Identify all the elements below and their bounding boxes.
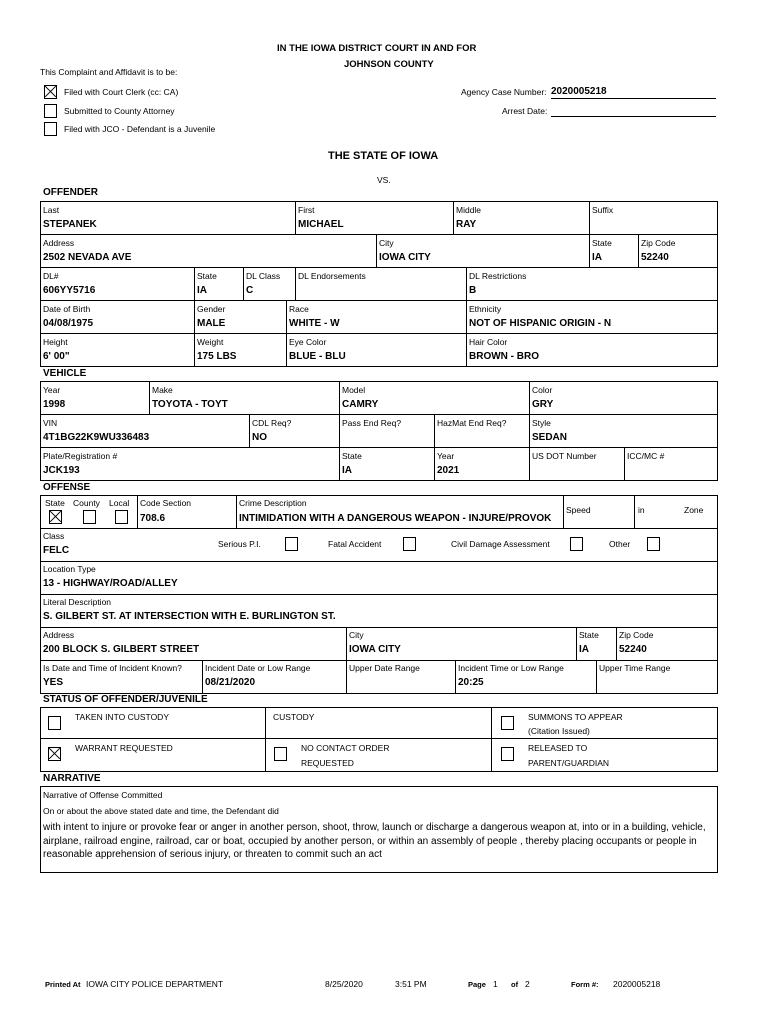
summons-checkbox[interactable] [501, 716, 514, 730]
vehicle-year-label: Year [43, 385, 61, 395]
form-number-value: 2020005218 [613, 979, 661, 989]
crime-description-label: Crime Description [239, 498, 307, 508]
no-contact-label: NO CONTACT ORDER [301, 743, 390, 753]
taken-custody-checkbox[interactable] [48, 716, 61, 730]
print-date: 8/25/2020 [325, 979, 363, 989]
serious-pi-label: Serious P.I. [218, 539, 261, 549]
dob-value: 04/08/1975 [43, 318, 94, 329]
agency-case-underline [551, 98, 716, 99]
incident-date-value: 08/21/2020 [205, 677, 256, 688]
gender-value: MALE [197, 318, 226, 329]
court-clerk-label: Filed with Court Clerk (cc: CA) [64, 87, 179, 97]
dob-label: Date of Birth [43, 304, 91, 314]
time-known-label: Is Date and Time of Incident Known? [43, 663, 182, 673]
dl-number-label: DL# [43, 271, 59, 281]
last-name-value: STEPANEK [43, 219, 97, 230]
county-attorney-checkbox[interactable] [44, 104, 57, 118]
dl-restrictions-value: B [469, 285, 477, 296]
offense-class-label: Class [43, 531, 65, 541]
icc-mc-label: ICC/MC # [627, 451, 665, 461]
versus-label: VS. [377, 175, 391, 185]
no-contact-checkbox[interactable] [274, 747, 287, 761]
printed-at-value: IOWA CITY POLICE DEPARTMENT [86, 979, 224, 989]
print-time: 3:51 PM [395, 979, 427, 989]
printed-at-label: Printed At [45, 980, 81, 989]
offender-zip-value: 52240 [641, 252, 669, 263]
code-section-label: Code Section [140, 498, 192, 508]
cdl-req-value: NO [252, 432, 267, 443]
offender-state-label: State [592, 238, 612, 248]
dl-state-value: IA [197, 285, 207, 296]
court-title-line1: IN THE IOWA DISTRICT COURT IN AND FOR [277, 43, 477, 54]
cdl-req-label: CDL Req? [252, 418, 292, 428]
vehicle-model-value: CAMRY [342, 399, 379, 410]
plate-year-label: Year [437, 451, 455, 461]
incident-date-label: Incident Date or Low Range [205, 663, 311, 673]
dl-class-value: C [246, 285, 254, 296]
offense-city-value: IOWA CITY [349, 644, 401, 655]
offender-address-label: Address [43, 238, 75, 248]
page-number: 1 [493, 979, 498, 989]
vehicle-style-value: SEDAN [532, 432, 568, 443]
plate-year-value: 2021 [437, 465, 460, 476]
vin-label: VIN [43, 418, 58, 428]
vin-value: 4T1BG22K9WU336483 [43, 432, 150, 443]
plate-state-label: State [342, 451, 362, 461]
agency-case-label: Agency Case Number: [461, 87, 547, 97]
eye-color-value: BLUE - BLU [289, 351, 346, 362]
jurisdiction-county-label: County [73, 498, 100, 508]
last-name-label: Last [43, 205, 60, 215]
suffix-label: Suffix [592, 205, 614, 215]
offense-city-label: City [349, 630, 364, 640]
middle-name-label: Middle [456, 205, 482, 215]
state-of-iowa-title: THE STATE OF IOWA [328, 150, 439, 162]
speed-in-label: in [638, 505, 645, 515]
jurisdiction-state-label: State [45, 498, 65, 508]
jurisdiction-local-label: Local [109, 498, 130, 508]
dl-restrictions-label: DL Restrictions [469, 271, 527, 281]
time-known-value: YES [43, 677, 64, 688]
dl-number-value: 606YY5716 [43, 285, 96, 296]
speed-label: Speed [566, 505, 591, 515]
court-title-line2: JOHNSON COUNTY [344, 59, 434, 70]
fatal-accident-label: Fatal Accident [328, 539, 382, 549]
location-type-value: 13 - HIGHWAY/ROAD/ALLEY [43, 578, 178, 589]
literal-description-label: Literal Description [43, 597, 112, 607]
height-label: Height [43, 337, 68, 347]
crime-description-value: INTIMIDATION WITH A DANGEROUS WEAPON - INJURE/PROVOK [239, 513, 552, 524]
custody-label: CUSTODY [273, 712, 315, 722]
taken-custody-label: TAKEN INTO CUSTODY [75, 712, 169, 722]
vehicle-section-title: VEHICLE [43, 368, 87, 379]
middle-name-value: RAY [456, 219, 477, 230]
civil-damage-checkbox[interactable] [570, 537, 583, 551]
first-name-label: First [298, 205, 315, 215]
incident-time-label: Incident Time or Low Range [458, 663, 564, 673]
race-label: Race [289, 304, 309, 314]
code-section-value: 708.6 [140, 513, 166, 524]
offense-state-value: IA [579, 644, 589, 655]
offense-zip-value: 52240 [619, 644, 647, 655]
complaint-intro: This Complaint and Affidavit is to be: [40, 67, 178, 77]
serious-pi-checkbox[interactable] [285, 537, 298, 551]
literal-description-value: S. GILBERT ST. AT INTERSECTION WITH E. BURLINGTON ST. [43, 611, 336, 622]
warrant-label: WARRANT REQUESTED [75, 743, 173, 753]
offender-address-value: 2502 NEVADA AVE [43, 252, 132, 263]
page-label: Page [468, 980, 486, 989]
other-label: Other [609, 539, 631, 549]
ethnicity-label: Ethnicity [469, 304, 502, 314]
speed-zone-label: Zone [684, 505, 704, 515]
released-label: RELEASED TO [528, 743, 588, 753]
released-checkbox[interactable] [501, 747, 514, 761]
jurisdiction-local-checkbox[interactable] [115, 510, 128, 524]
summons-label: SUMMONS TO APPEAR [528, 712, 623, 722]
offender-city-label: City [379, 238, 394, 248]
offender-zip-label: Zip Code [641, 238, 676, 248]
plate-value: JCK193 [43, 465, 80, 476]
offense-address-label: Address [43, 630, 75, 640]
other-checkbox[interactable] [647, 537, 660, 551]
us-dot-label: US DOT Number [532, 451, 597, 461]
vehicle-make-value: TOYOTA - TOYT [152, 399, 228, 410]
ethnicity-value: NOT OF HISPANIC ORIGIN - N [469, 318, 612, 329]
vehicle-year-value: 1998 [43, 399, 66, 410]
arrest-date-label: Arrest Date: [502, 106, 548, 116]
offense-state-label: State [579, 630, 599, 640]
released-sub-label: PARENT/GUARDIAN [528, 758, 610, 768]
agency-case-number: 2020005218 [551, 86, 607, 97]
fatal-accident-checkbox[interactable] [403, 537, 416, 551]
vehicle-color-value: GRY [532, 399, 554, 410]
hair-color-label: Hair Color [469, 337, 508, 347]
vehicle-model-label: Model [342, 385, 366, 395]
offense-section-title: OFFENSE [43, 482, 91, 493]
warrant-checkbox[interactable] [48, 747, 61, 761]
offender-section-title: OFFENDER [43, 187, 98, 198]
of-label: of [511, 980, 519, 989]
offense-address-value: 200 BLOCK S. GILBERT STREET [43, 644, 200, 655]
offender-city-value: IOWA CITY [379, 252, 431, 263]
dl-endorsements-label: DL Endorsements [298, 271, 366, 281]
plate-state-value: IA [342, 465, 352, 476]
first-name-value: MICHAEL [298, 219, 344, 230]
page-total: 2 [525, 979, 530, 989]
race-value: WHITE - W [289, 318, 340, 329]
gender-label: Gender [197, 304, 226, 314]
county-attorney-label: Submitted to County Attorney [64, 106, 175, 116]
vehicle-color-label: Color [532, 385, 553, 395]
weight-value: 175 LBS [197, 351, 237, 362]
weight-label: Weight [197, 337, 224, 347]
jco-label: Filed with JCO - Defendant is a Juvenile [64, 124, 216, 134]
dl-state-label: State [197, 271, 217, 281]
jurisdiction-state-checkbox[interactable] [49, 510, 62, 524]
jco-checkbox[interactable] [44, 122, 57, 136]
vehicle-make-label: Make [152, 385, 173, 395]
vehicle-style-label: Style [532, 418, 551, 428]
location-type-label: Location Type [43, 564, 96, 574]
incident-time-value: 20:25 [458, 677, 484, 688]
hair-color-value: BROWN - BRO [469, 351, 539, 362]
no-contact-sub-label: REQUESTED [301, 758, 354, 768]
arrest-date-underline [551, 116, 716, 117]
dl-class-label: DL Class [246, 271, 281, 281]
court-clerk-checkbox[interactable] [44, 85, 57, 99]
narrative-intro: On or about the above stated date and time, the Defendant did [43, 806, 279, 816]
hazmat-req-label: HazMat End Req? [437, 418, 507, 428]
summons-sub-label: (Citation Issued) [528, 726, 590, 736]
civil-damage-label: Civil Damage Assessment [451, 539, 550, 549]
offense-zip-label: Zip Code [619, 630, 654, 640]
offender-state-value: IA [592, 252, 602, 263]
eye-color-label: Eye Color [289, 337, 327, 347]
offense-class-value: FELC [43, 545, 70, 556]
status-section-title: STATUS OF OFFENDER/JUVENILE [43, 694, 208, 705]
narrative-label: Narrative of Offense Committed [43, 790, 163, 800]
jurisdiction-county-checkbox[interactable] [83, 510, 96, 524]
form-number-label: Form #: [571, 980, 599, 989]
narrative-section-title: NARRATIVE [43, 773, 101, 784]
plate-label: Plate/Registration # [43, 451, 118, 461]
upper-time-label: Upper Time Range [599, 663, 671, 673]
upper-date-label: Upper Date Range [349, 663, 420, 673]
narrative-text: with intent to injure or provoke fear or anger in another person, shoot, throw, launch or discharge a dangerous weapon at, into or in a building, vehicle, airplane, railroad engine, railroad, car or boat, occupied by another person, or within an assembly of people , thereby placing occupants or people in reasonable apprehension of serious injury, or threaten to commit such an act [43, 822, 706, 860]
pass-end-req-label: Pass End Req? [342, 418, 402, 428]
height-value: 6' 00" [43, 351, 70, 362]
